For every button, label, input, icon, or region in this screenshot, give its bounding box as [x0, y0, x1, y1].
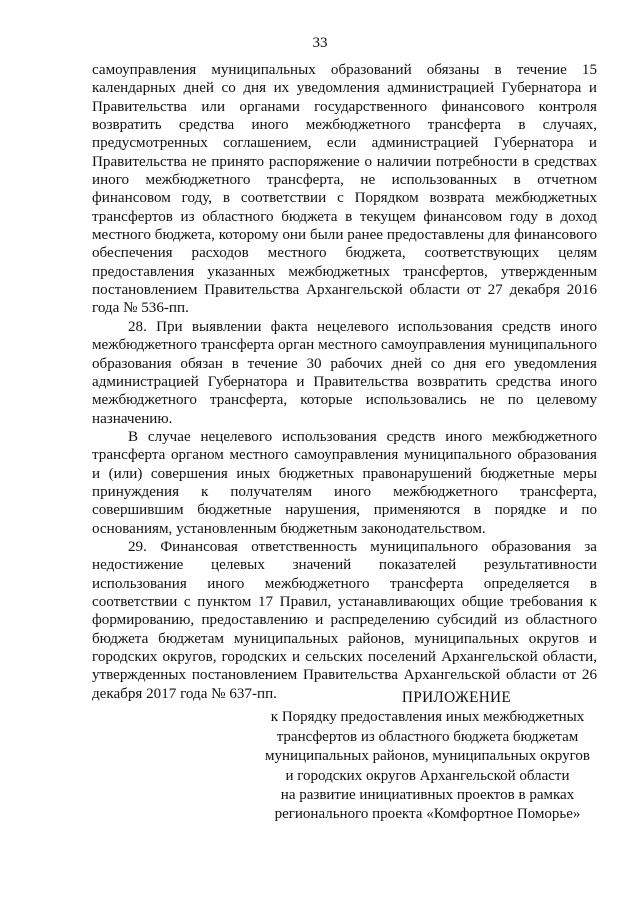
appendix-title: ПРИЛОЖЕНИЕ	[401, 689, 512, 706]
appendix-line: к Порядку предоставления иных межбюджетных	[270, 709, 585, 726]
appendix-block	[255, 688, 600, 825]
body-text	[92, 61, 597, 703]
appendix-line: регионального проекта «Комфортное Поморье»	[274, 806, 581, 823]
appendix-line: трансфертов из областного бюджета бюджетам	[276, 728, 579, 745]
paragraph-continuation: самоуправления муниципальных образований обязаны в течение 15 календарных дней со дня их уведомления администрацией Губернатора и Правительства или органами государственного финансового контроля возвратить средства иного межбюджетного трансферта в случаях, предусмотренных соглашением, если администрацией Губернатора и Правительства не принято распоряжение о наличии потребности в средствах иного межбюджетного трансферта, не использованных в отчетном финансовом году, в соответствии с Порядком возврата межбюджетных трансфертов из областного бюджета в текущем финансовом году в доход местного бюджета, которому они были ранее предоставлены для финансового обеспечения расходов местного бюджета, соответствующих целям предоставления указанных межбюджетных трансфертов, утвержденным постановлением Правительства Архангельской области от 27 декабря 2016 года № 536-пп.	[92, 62, 597, 317]
page-number: 33	[312, 35, 328, 51]
paragraph-item-29: 29. Финансовая ответственность муниципального образования за недостижение целевых значений показателей результативности использования иного межбюджетного трансферта определяется в соответствии с пунктом 17 Правил, устанавливающих общие требования к формированию, предоставлению и распределению субсидий из областного бюджета бюджетам муниципальных районов, муниципальных округов и городских округов, городских и сельских поселений Архангельской области, утвержденных постановлением Правительства Архангельской области от 26 декабря 2017 года № 637-пп.	[92, 538, 597, 702]
paragraph-item-28: 28. При выявлении факта нецелевого использования средств иного межбюджетного трансферта орган местного самоуправления муниципального образования обязан в течение 30 рабочих дней со дня его уведомления администрацией Губернатора и Правительства возвратить средства иного межбюджетного трансферта, которые использовались не по целевому назначению.	[92, 318, 597, 427]
appendix-line: муниципальных районов, муниципальных округов	[265, 748, 590, 765]
paragraph-misuse-measures: В случае нецелевого использования средств иного межбюджетного трансферта органом местного самоуправления муниципального образования и (или) совершения иных бюджетных правонарушений бюджетные меры принуждения к получателям иного межбюджетного трансферта, совершившим бюджетные нарушения, применяются в порядке и по основаниям, установленным бюджетным законодательством.	[92, 428, 597, 537]
appendix-line: и городских округов Архангельской области	[285, 767, 570, 784]
appendix-line: на развитие инициативных проектов в рамках	[280, 787, 575, 804]
